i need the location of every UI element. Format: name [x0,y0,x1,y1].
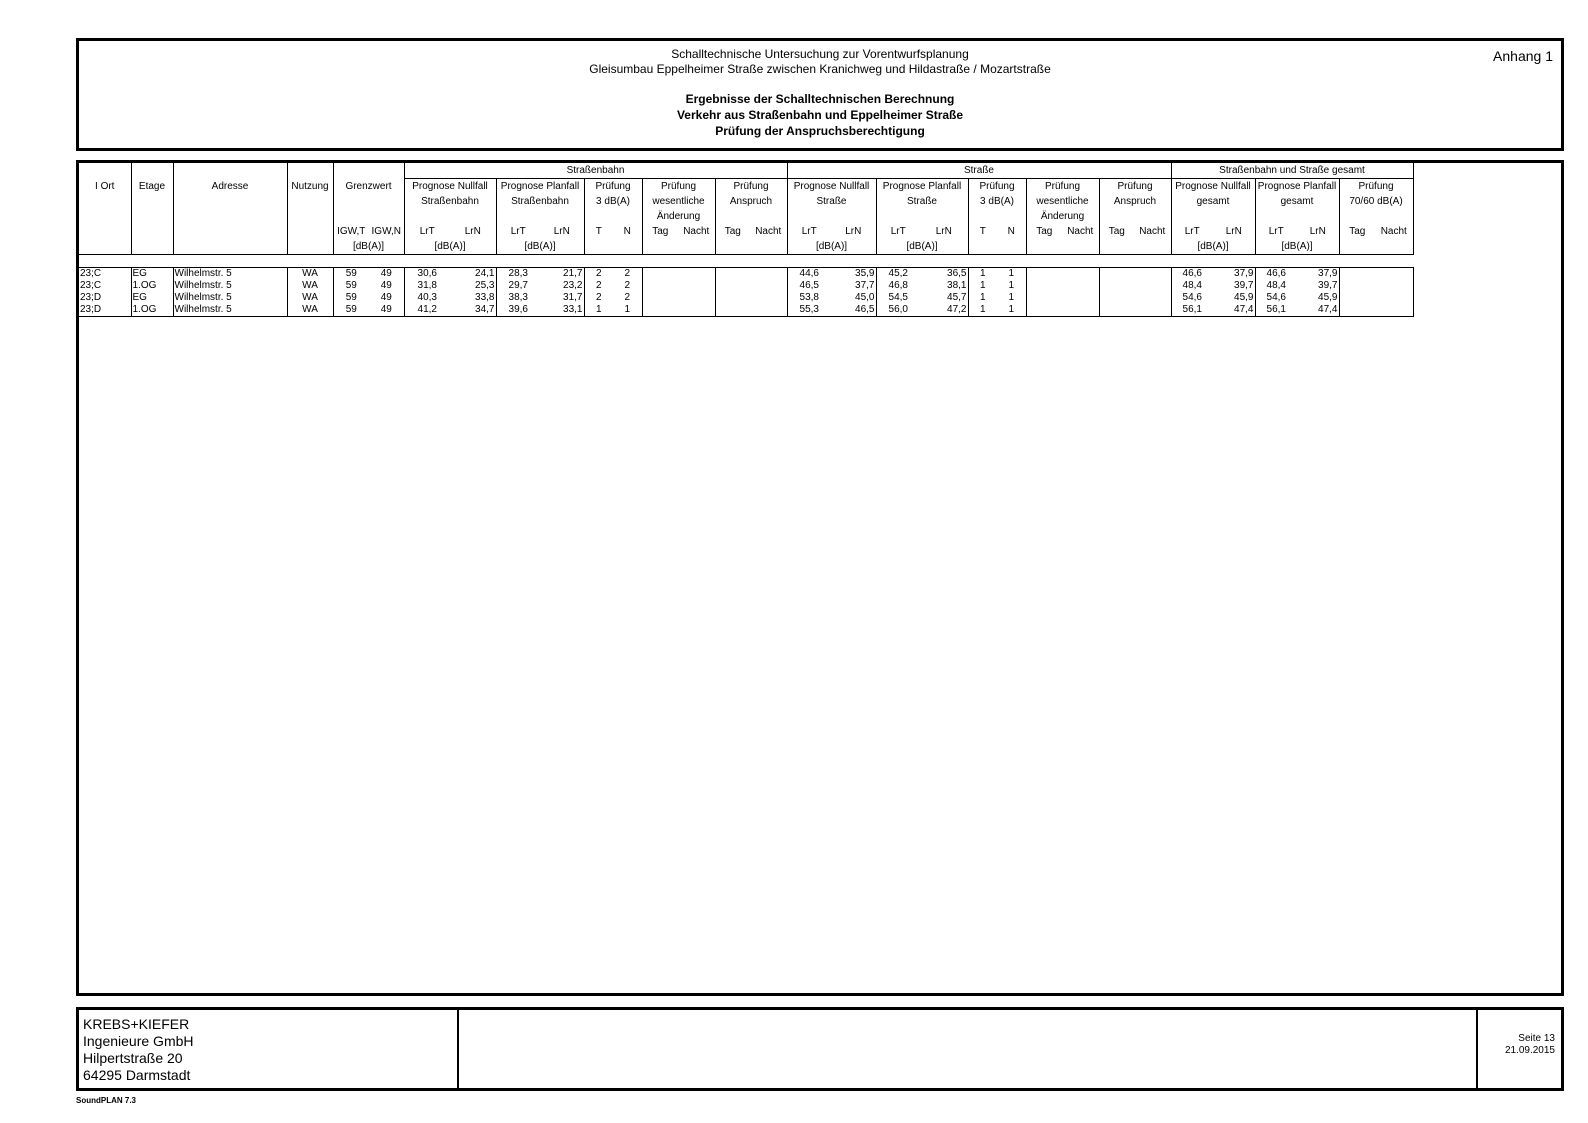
cell-road-3n: 1 [997,292,1026,304]
cell-road-3n: 1 [997,280,1026,292]
cell-igwt: 59 [333,304,369,317]
subcol-lrn: LrN [831,224,876,239]
col-total-planfall: Prognose Planfall gesamt [1255,179,1339,225]
company-city: 64295 Darmstadt [83,1067,191,1083]
cell-etage: EG [131,292,173,304]
cell-empty [678,268,715,281]
cell-igwt: 59 [345,292,357,303]
cell-empty [678,280,715,292]
subcol-t: T [979,226,986,237]
company-name: KREBS+KIEFER [83,1016,190,1032]
cell-igwn: 49 [369,292,404,304]
table-row [79,268,1413,281]
cell-tram-3t: 2 [584,268,613,281]
cell-ort: 23;D [79,292,131,304]
subcol-nacht: Nacht [678,224,715,239]
cell-road-3t: 1 [968,304,997,317]
cell-empty [1062,280,1099,292]
subcol-igwn: IGW,N [369,224,404,239]
cell-empty [1134,292,1171,304]
cell-ort: 23;D [79,304,131,317]
unit-road-null: [dB(A)] [787,239,876,255]
cell-tram-3n: 2 [613,268,642,281]
cell-adresse: Wilhelmstr. 5 [173,280,287,292]
cell-road-plan-n: 38,1 [920,280,968,292]
cell-tot-null-n: 45,9 [1213,292,1255,304]
subcol-lrn: LrN [1213,224,1255,239]
cell-empty [1062,268,1099,281]
cell-empty [642,304,678,317]
cell-tot-null-t: 56,1 [1171,304,1213,317]
cell-empty [642,268,678,281]
project-line-2: Gleisumbau Eppelheimer Straße zwischen Kranichweg und Hildastraße / Mozartstraße [589,62,1051,76]
cell-tram-3t: 1 [584,304,613,317]
cell-tot-plan-n: 39,7 [1297,280,1339,292]
cell-adresse: Wilhelmstr. 5 [173,292,287,304]
table-row [79,304,1413,317]
cell-empty [1134,280,1171,292]
cell-tot-null-t: 46,6 [1171,268,1213,281]
col-grenzwert: Grenzwert [333,179,404,225]
cell-empty [1099,268,1134,281]
cell-road-3n: 1 [997,304,1026,317]
cell-tram-null-t: 30,6 [404,268,450,281]
report-footer [76,1007,1564,1091]
cell-tot-null-t: 54,6 [1182,292,1202,303]
cell-empty [1339,292,1375,304]
company-address [83,1016,194,1084]
unit-total-null: [dB(A)] [1171,239,1255,255]
title-line-3: Prüfung der Anspruchsberechtigung [715,124,925,138]
cell-nutzung: WA [287,268,333,281]
cell-empty [1375,268,1413,281]
cell-tot-plan-n: 47,4 [1297,304,1339,317]
cell-tram-plan-t: 38,3 [508,292,528,303]
footer-divider [457,1010,459,1088]
cell-empty [1062,292,1099,304]
subcol-t: T [595,226,602,237]
subcol-lrn: LrN [1297,224,1339,239]
col-tram-nullfall: Prognose Nullfall Straßenbahn [404,179,496,225]
project-line-1: Schalltechnische Untersuchung zur Vorentwurfsplanung [671,47,969,61]
cell-road-plan-t: 54,5 [888,292,908,303]
footer-divider [1476,1010,1478,1088]
cell-tot-plan-t: 56,1 [1255,304,1297,317]
cell-tot-plan-t: 48,4 [1266,280,1286,291]
cell-empty [750,280,787,292]
cell-empty [1026,280,1062,292]
results-table-frame [76,160,1564,996]
cell-road-plan-t: 56,0 [876,304,920,317]
cell-empty [1339,280,1375,292]
group-total: Straßenbahn und Straße gesamt [1171,163,1413,179]
cell-empty [1099,280,1134,292]
subcol-nacht: Nacht [750,224,787,239]
cell-tot-null-n: 47,4 [1213,304,1255,317]
cell-tot-null-n: 39,7 [1213,280,1255,292]
cell-road-3t: 1 [979,280,986,291]
col-total-nullfall: Prognose Nullfall gesamt [1171,179,1255,225]
cell-tot-null-t: 48,4 [1182,280,1202,291]
unit-tram-null: [dB(A)] [404,239,496,255]
subcol-lrt: LrT [1268,226,1284,237]
cell-road-null-n: 35,9 [831,268,876,281]
title-line-2: Verkehr aus Straßenbahn und Eppelheimer Straße [676,108,964,122]
subcol-tag: Tag [1349,226,1366,237]
cell-tram-null-n: 24,1 [450,268,496,281]
col-ort: I Ort [79,179,131,225]
project-subtitle [79,47,1561,77]
cell-nutzung: WA [287,292,333,304]
cell-tot-plan-t: 54,6 [1266,292,1286,303]
cell-empty [642,292,678,304]
cell-tot-plan-n: 37,9 [1297,268,1339,281]
cell-empty [750,292,787,304]
col-road-3db: Prüfung 3 dB(A) [968,179,1026,225]
unit-road-plan: [dB(A)] [876,239,968,255]
cell-empty [715,268,750,281]
cell-igwn: 49 [369,268,404,281]
subcol-lrn: LrN [920,224,968,239]
col-etage: Etage [131,179,173,225]
cell-tram-null-n: 33,8 [450,292,496,304]
cell-ort: 23;C [79,280,131,292]
cell-road-null-t: 46,5 [799,280,819,291]
subcol-tag: Tag [1108,226,1125,237]
subcol-lrn: LrN [450,224,496,239]
col-total-7060: Prüfung 70/60 dB(A) [1339,179,1413,225]
cell-road-plan-n: 47,2 [920,304,968,317]
subcol-tag: Tag [724,226,741,237]
table-row [79,280,1413,292]
col-tram-anspruch: Prüfung Anspruch [715,179,787,225]
cell-empty [1339,268,1375,281]
col-adresse: Adresse [173,179,287,225]
cell-empty [1375,304,1413,317]
subcol-lrt: LrT [801,226,817,237]
results-table [79,163,1414,317]
table-row [79,292,1413,304]
cell-nutzung: WA [287,280,333,292]
cell-empty [642,280,678,292]
cell-road-3n: 1 [997,268,1026,281]
cell-empty [715,304,750,317]
page-number: Seite 13 [1518,1033,1555,1044]
cell-road-3t: 1 [968,268,997,281]
subcol-lrt: LrT [1184,226,1200,237]
cell-tram-plan-n: 33,1 [540,304,584,317]
col-tram-planfall: Prognose Planfall Straßenbahn [496,179,584,225]
cell-road-null-n: 37,7 [831,280,876,292]
subcol-lrt: LrT [510,226,526,237]
cell-empty [1099,304,1134,317]
col-road-planfall: Prognose Planfall Straße [876,179,968,225]
cell-road-null-n: 46,5 [831,304,876,317]
software-label: SoundPLAN 7.3 [76,1096,137,1105]
cell-tram-plan-n: 21,7 [540,268,584,281]
cell-empty [715,292,750,304]
cell-empty [678,292,715,304]
annex-label: Anhang 1 [1493,48,1553,64]
cell-road-null-n: 45,0 [831,292,876,304]
cell-tram-3t: 2 [595,280,602,291]
cell-empty [1026,268,1062,281]
cell-empty [678,304,715,317]
cell-igwt: 59 [345,280,357,291]
cell-empty [1375,292,1413,304]
unit-grenzwert: [dB(A)] [333,239,404,255]
cell-tot-plan-n: 45,9 [1297,292,1339,304]
cell-road-null-t: 55,3 [787,304,831,317]
cell-empty [1339,304,1375,317]
cell-tram-null-n: 34,7 [450,304,496,317]
cell-tot-plan-t: 46,6 [1255,268,1297,281]
cell-empty [1134,304,1171,317]
cell-tram-null-t: 41,2 [404,304,450,317]
company-street: Hilpertstraße 20 [83,1050,183,1066]
subcol-igwt: IGW,T [337,226,366,237]
cell-road-3t: 1 [979,292,986,303]
cell-igwn: 49 [369,304,404,317]
group-road: Straße [787,163,1171,179]
report-date: 21.09.2015 [1504,1045,1555,1056]
cell-road-null-t: 44,6 [787,268,831,281]
cell-road-plan-t: 46,8 [888,280,908,291]
cell-empty [1099,292,1134,304]
col-nutzung: Nutzung [287,179,333,225]
cell-etage: 1.OG [131,304,173,317]
cell-empty [1026,292,1062,304]
col-tram-3db: Prüfung 3 dB(A) [584,179,642,225]
subcol-tag: Tag [1036,226,1053,237]
company-type: Ingenieure GmbH [83,1033,194,1049]
cell-tram-3n: 1 [613,304,642,317]
cell-road-plan-n: 45,7 [920,292,968,304]
cell-tram-plan-t: 29,7 [508,280,528,291]
page-info [1505,1033,1555,1057]
cell-tram-3t: 2 [595,292,602,303]
col-road-anspruch: Prüfung Anspruch [1099,179,1171,225]
cell-tram-plan-n: 31,7 [540,292,584,304]
cell-igwn: 49 [369,280,404,292]
cell-tot-null-n: 37,9 [1213,268,1255,281]
group-tram: Straßenbahn [404,163,787,179]
subcol-nacht: Nacht [1062,224,1099,239]
col-tram-wesentlich: Prüfung wesentliche Änderung [642,179,715,225]
cell-tram-3n: 2 [613,280,642,292]
cell-empty [1026,304,1062,317]
cell-road-plan-n: 36,5 [920,268,968,281]
cell-empty [1375,280,1413,292]
cell-tram-plan-t: 39,6 [496,304,540,317]
unit-total-plan: [dB(A)] [1255,239,1339,255]
col-road-nullfall: Prognose Nullfall Straße [787,179,876,225]
cell-adresse: Wilhelmstr. 5 [173,304,287,317]
cell-tram-null-t: 40,3 [417,292,437,303]
subcol-nacht: Nacht [1375,224,1413,239]
subcol-tag: Tag [652,226,669,237]
cell-tram-null-t: 31,8 [417,280,437,291]
cell-empty [750,304,787,317]
cell-road-plan-t: 45,2 [876,268,920,281]
cell-road-null-t: 53,8 [799,292,819,303]
table-body [79,268,1413,317]
cell-empty [750,268,787,281]
subcol-n: N [613,224,642,239]
subcol-n: N [997,224,1026,239]
cell-nutzung: WA [287,304,333,317]
subcol-lrt: LrT [890,226,906,237]
report-title [79,91,1561,139]
cell-tram-plan-n: 23,2 [540,280,584,292]
cell-tram-null-n: 25,3 [450,280,496,292]
cell-igwt: 59 [333,268,369,281]
report-header [76,38,1564,151]
subcol-lrn: LrN [540,224,584,239]
cell-empty [1062,304,1099,317]
cell-empty [1134,268,1171,281]
cell-tram-plan-t: 28,3 [496,268,540,281]
unit-tram-plan: [dB(A)] [496,239,584,255]
cell-tram-3n: 2 [613,292,642,304]
cell-adresse: Wilhelmstr. 5 [173,268,287,281]
subcol-lrt: LrT [419,226,435,237]
col-road-wesentlich: Prüfung wesentliche Änderung [1026,179,1099,225]
cell-etage: 1.OG [131,280,173,292]
cell-etage: EG [131,268,173,281]
title-line-1: Ergebnisse der Schalltechnischen Berechnung [685,92,955,106]
cell-empty [715,280,750,292]
subcol-nacht: Nacht [1134,224,1171,239]
cell-ort: 23;C [79,268,131,281]
